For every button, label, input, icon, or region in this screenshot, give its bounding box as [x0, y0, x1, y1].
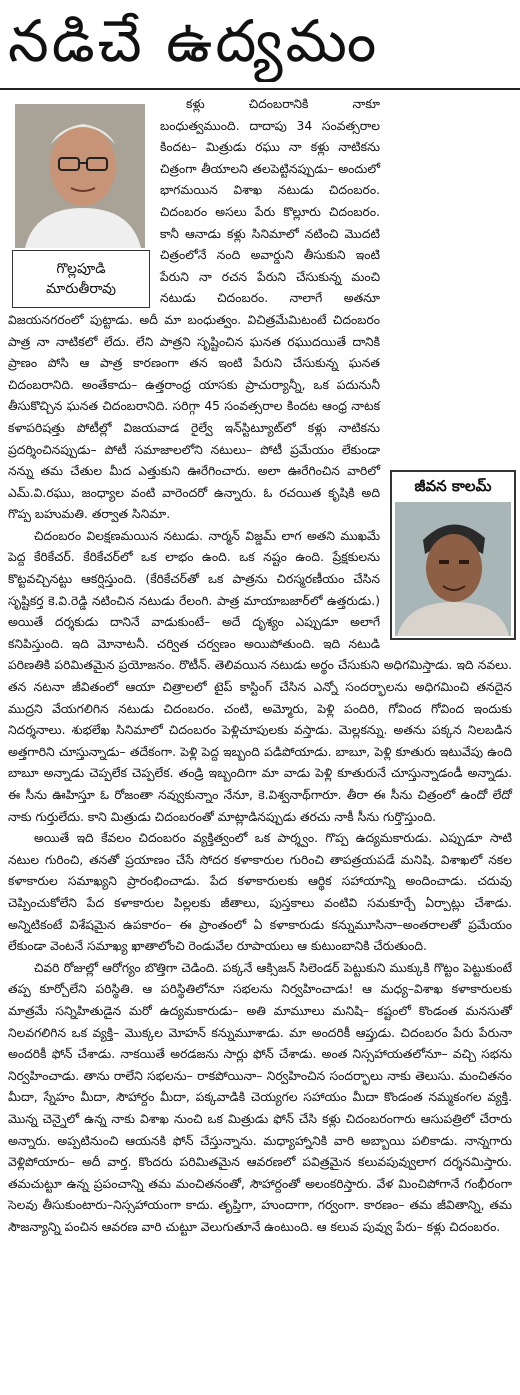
- author-first-name: గొల్లపూడి: [56, 261, 106, 277]
- column-badge: [390, 470, 516, 640]
- author-byline: [12, 250, 150, 308]
- subject-photo: [395, 502, 511, 636]
- article-paragraph: అయితే ఇది కేవలం చిదంబరం వ్యక్తిత్వంలో ఒక పార్శ్వం. గొప్ప ఉద్యమకారుడు. ఎప్పుడూ సాటి నటుల గురించి, తనతో ప్రయాణం చేసే సోదర కళాకారుల గురించి తాపత్రయపడే మనిషి. విశాఖలో నకల కళాకారుల సమాఖ్యని ప్రారంభించాడు. పేద కళాకారులకు ఆర్థిక సహాయాన్ని అందించాడు. చదువు చెప్పించుకోలేని పేద కళాకారుల పిల్లలకు జీతాలు, పుస్తకాలు వంటివి సమకూర్చే ఏర్పాట్లు చేశాడు. అన్నిటికంటే విశేషమైన ఉపకారం– ఈ ప్రాంతంలో ఏ కళాకారుడు కన్నుమూసినా–అంతరాలతో ప్రమేయం లేకుండా వెంటనే సమాఖ్య ఖాతాలోంచి రెండువేల రూపాయలు ఆ కుటుంబానికి చేరుతుంది.: [8, 831, 512, 954]
- article-paragraph: చిదంబరం విలక్షణమయిన నటుడు. నార్మన్ విజ్డమ్ లాగ అతని ముఖమే పెద్ద కేరికేచర్. కేరికేచర్‌లో ఒక లాభం ఉంది. ఒక నష్టం ఉంది. ప్రేక్షకులను కొట్టవచ్చినట్టు ఆకర్షిస్తుంది. (కేరికేచర్‌తో ఒక పాత్రను చిరస్మరణీయం చేసిన సృష్టికర్త కె.వి.రెడ్డి నటించిన నటుడు రేలంగి. పాత్ర మాయాబజార్‌లో ఉత్తరుడు.) అయితే దర్శకుడు దానినే వాడుకుంటే– అదే దృశ్యం ఎప్పుడూ అలాగే కనిపిస్తుంది. ఇది మోనాటనీ. చర్విత చర్వణం అయిపోతుంది. ఇది నటుడి పరిణతికి పరిమితమైన ప్రయోజనం. రొటీన్. తెలివయిన నటుడు అర్థం చేసుకుని అధిగమిస్తాడు. ఇది నవలు. తన నటనా జీవితంలో ఆయా చిత్రాలలో టైప్ కాస్టింగ్ చేసిన ఎన్నో సందర్భాలను అధిగమించి తనదైన ముద్రని వేయగలిగిన నటుడు చిదంబరం. చంటి, అమ్మోరు, పెళ్లి పందిరి, గోవింద గోవింద ఇందుకు నిదర్శనాలు. శుభలేఖ సినిమాలో చిదంబరం పెళ్లిచూపులకు వస్తాడు. మెల్లకన్ను. అతను పక్కన నిలబడిన అత్తగారిని చూస్తున్నాడు– తదేకంగా. పెళ్లి పెద్ద ఇబ్బంది పడిపోయాడు. బాబూ, పెళ్లి కూతురు ఇటువేపు ఉంది బాబూ అన్నాడు చెప్పలేక చెప్పలేక. తండ్రి ఇబ్బందిగా మా వాడు పెళ్లి కూతురునే చూస్తున్నాడండీ అన్నాడు. ఈ సీను ఊహిస్తూ ఓ రోజంతా నవ్వుకున్నాం నేనూ, కె.విశ్వనాథ్‌గారూ. తీరా ఈ సీను చిత్రంలో ఉందో లేదో నాకు గుర్తులేదు. కాని మిత్రుడు చిదంబరంతో మాట్లాడినప్పుడు తరచు నాకీ సీను గుర్తొస్తుంది.: [8, 528, 512, 824]
- column-title: జీవన కాలమ్: [414, 477, 492, 495]
- headline-rule: [0, 88, 520, 90]
- article-paragraph: కళ్లు చిదంబరానికి నాకూ బంధుత్వముంది. దాదాపు 34 సంవత్సరాల కిందట– మిత్రుడు రఘు నా కళ్లు నాటికను చిత్రంగా తీయాలని తలపెట్టినప్పుడు– అందులో భాగమయిన విశాఖ నటుడు చిదంబరం. చిదంబరం అసలు పేరు కొల్లూరు చిదంబరం. కానీ ఆనాడు కళ్లు సినిమాలో నటించి మొదటి చిత్రంలోనే నంది అవార్డుని తీసుకుని ఇంటి పేరుని నా రచన పేరుని చేసుకున్న మంచి నటుడు చిదంబరం. నాలాగే అతనూ విజయనగరంలో పుట్టాడు. అదీ మా బంధుత్వం. విచిత్రమేమిటంటే చిదంబరం పాత్ర నా నాటికలో లేదు. లేని పాత్రని సృష్టించిన ఘనత రఘుదయితే దానికి ప్రాణం పోసి ఆ పాత్ర కారణంగా తన ఇంటి పేరుని చేసుకున్న ఘనత చిదంబరానిది. అంతేకాదు– ఉత్తరాంధ్ర యాసకు ప్రాచుర్యాన్నీ, ఒక పదునునీ తీసుకొచ్చిన ఘనత చిదంబరానిది. సరిగ్గా 45 సంవత్సరాల కిందట ఆంధ్ర నాటక కళాపరిషత్తు పోటీల్లో విజయవాడ రైల్వే ఇన్‌స్టిట్యూట్‌లో కళ్లు నాటికను ప్రదర్శించినప్పుడు– పోటీ సమాజాలలోని నటులు– పోటీ ప్రమేయం లేకుండా నన్ను తమ చేతుల మీద ఎత్తుకుని ఊరేగించారు. అలా ఊరేగించిన వారిలో ఎమ్.వి.రఘు, జంధ్యాల వంటి వారెందరో ఉన్నారు. ఓ రచయిత కృషికి అది గొప్ప బహుమతి. తర్వాత సినిమా.: [8, 97, 380, 522]
- subject-portrait-image: [395, 502, 511, 636]
- author-portrait-image: [15, 104, 145, 248]
- author-last-name: మారుతీరావు: [45, 281, 117, 297]
- article-paragraph: చివరి రోజుల్లో ఆరోగ్యం బొత్తిగా చెడింది. పక్కనే ఆక్సిజన్ సిలెండర్ పెట్టుకుని ముక్కుకి గొట్టం పెట్టుకుంటే తప్ప కూర్చోలేని పరిస్థితి. ఆ పరిస్థితిలోనూ సభలను నిర్వహించాడు! ఆ మధ్య–విశాఖ కళాకారులకు మాత్రమే సన్నిహితుడైన మరో ఉద్యమకారుడు– అతి మామూలు మనిషి– కష్టంలో కొండంత మనసుతో నిలవగలిగిన ఒక వ్యక్తి– మొక్కల మోహన్ కన్నుమూశాడు. మా అందరికీ ఆప్తుడు. చిదంబరం పేరు పేరునా అందరికీ ఫోన్ చేశాడు. నాకయితే అరడజను సార్లు ఫోన్ చేశాడు. అంత నిస్సహాయతలోనూ– వచ్చి సభను నిర్వహించాడు. తాను రాలేని సభలను– రాకపోయినా– నిర్వహించిన సందర్భాలు నాకు తెలుసు. మంచితనం మీదా, స్నేహం మీదా, సౌహార్దం మీదా, పక్కవాడికి చెయ్యగల సహాయం మీదా కొండంత నమ్మకంగల వ్యక్తి. మొన్న చెన్నైలో ఉన్న నాకు విశాఖ నుంచి ఒక మిత్రుడు ఫోన్ చేసి కళ్లు చిదంబరంగారు ఆసుపత్రిలో చేరారు అన్నారు. అప్పటినుంచి ఆయనకి ఫోన్ చేస్తున్నాను. మధ్యాహ్నానికి వారి అబ్బాయి పలికాడు. నాన్నగారు వెళ్లిపోయారు– అదీ వార్త. కొందరు పరిమితమైన ఆవరణలో పవిత్రమైన కలువపువ్వులాగ దర్శనమిస్తారు. తమచుట్టూ ఉన్న ప్రపంచాన్ని తమ మంచితనంతో, సౌహార్దంతో అలంకరిస్తారు. వేళ మించిపోగానే గంభీరంగా సెలవు తీసుకుంటారు–నిస్సహాయంగా కాదు. తృప్తిగా, హుందాగా, గర్వంగా. కారణం– తమ జీవితాన్ని, తమ సౌజన్యాన్ని పంచిన ఆవరణ వారి చుట్టూ వెలుగుతూనే ఉంటుంది. ఆ కలువ పువ్వు పేరు– కళ్లు చిదంబరం.: [8, 960, 512, 1234]
- article-headline: నడిచే ఉద్యమం: [8, 7, 380, 75]
- author-photo: [15, 104, 145, 248]
